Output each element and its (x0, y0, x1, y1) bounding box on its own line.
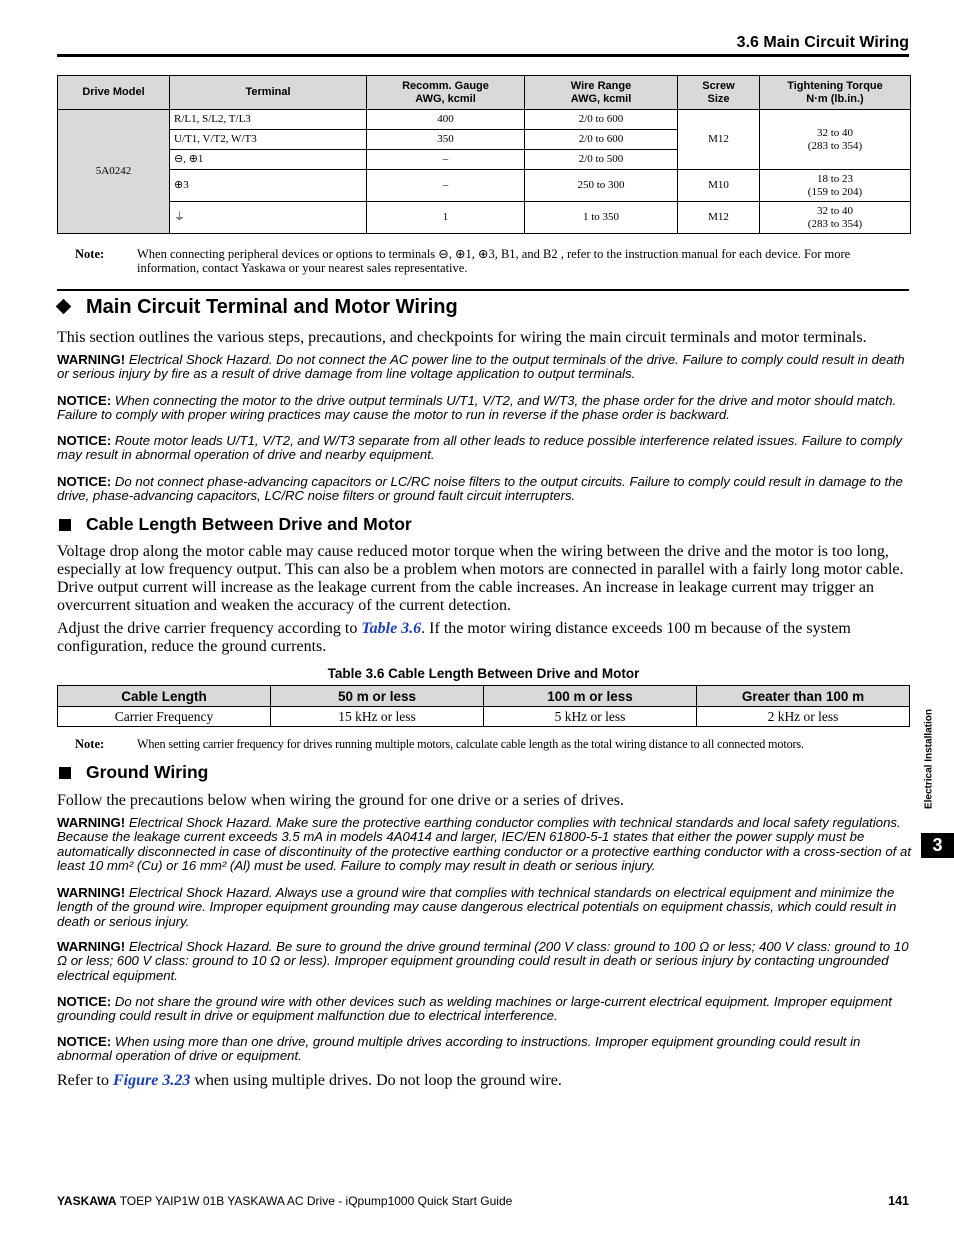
table-cell: 15 kHz or less (271, 707, 484, 727)
notice-block (57, 434, 912, 463)
square-bullet-icon (59, 767, 71, 779)
col-tightening-torque: Tightening Torque N·m (lb.in.) (760, 76, 911, 110)
row-label: Carrier Frequency (58, 707, 271, 727)
notice-label: WARNING! (57, 352, 126, 367)
chapter-number-tab: 3 (921, 833, 954, 858)
range-cell: 250 to 300 (525, 170, 678, 202)
col-100m: 100 m or less (484, 686, 697, 707)
gauge-cell: – (367, 170, 525, 202)
table-row (58, 202, 911, 234)
section-rule (57, 289, 909, 291)
torque-cell: 32 to 40 (283 to 354) (760, 202, 911, 234)
refer-paragraph (57, 1072, 910, 1090)
col-screw-size: Screw Size (678, 76, 760, 110)
notice-text: Do not share the ground wire with other devices such as welding machines or large-current electrical equipment. Improper equipment grounding could result in drive or equipment malfunction due to electrical interference. (57, 994, 892, 1024)
chapter-side-tab (920, 700, 938, 818)
note-text: When connecting peripheral devices or options to terminals ⊖, ⊕1, ⊕3, B1, and B2 , refer to the instruction manual for each device. For more information, contact Yaskawa or your nearest sales representative. (137, 247, 851, 275)
notice-label: NOTICE: (57, 474, 112, 489)
range-cell: 2/0 to 500 (525, 150, 678, 170)
table-cell: 2 kHz or less (697, 707, 910, 727)
col-recomm-gauge: Recomm. Gauge AWG, kcmil (367, 76, 525, 110)
col-50m: 50 m or less (271, 686, 484, 707)
ground-section-title: Ground Wiring (86, 762, 209, 782)
notice-block (57, 886, 912, 929)
screw-cell: M12 (678, 110, 760, 170)
notice-block (57, 475, 912, 504)
range-cell: 2/0 to 600 (525, 130, 678, 150)
ground-intro: Follow the precautions below when wiring the ground for one drive or a series of drives. (57, 792, 624, 809)
footer-text: TOEP YAIP1W 01B YASKAWA AC Drive - iQpump1000 Quick Start Guide (116, 1194, 513, 1208)
header-rule (57, 54, 909, 57)
ground-terminal-icon: ⏚ (174, 211, 185, 223)
table-row (58, 707, 910, 727)
notice-label: NOTICE: (57, 1034, 112, 1049)
table-header-row (58, 686, 910, 707)
note-label: Note: (75, 247, 105, 261)
table-header-row (58, 76, 911, 110)
figure-3-23-link[interactable]: Figure 3.23 (112, 1072, 191, 1089)
torque-cell: 32 to 40 (283 to 354) (760, 110, 911, 170)
table-caption: Table 3.6 Cable Length Between Drive and Motor (327, 666, 640, 681)
notice-text: Route motor leads U/T1, V/T2, and W/T3 separate from all other leads to reduce possible interference related issues. Failure to comply may result in abnormal operation of drive and nearby equipment. (57, 433, 903, 463)
notice-text: Electrical Shock Hazard. Do not connect the AC power line to the output terminals of the drive. Failure to comply could result in death or serious injury by fire as a result of drive damage from line voltage application to output terminals. (57, 352, 905, 382)
notice-text: Electrical Shock Hazard. Always use a ground wire that complies with technical standards on electrical equipment and minimize the length of the ground wire. Improper equipment grounding may cause dangerous electrical potentials on equipment chassis, which could result in death or serious injury. (57, 885, 897, 929)
notice-text: Electrical Shock Hazard. Make sure the protective earthing conductor complies with technical standards and local safety regulations. Because the leakage current exceeds 3.5 mA in models 4A0414 and larger, IEC/EN 61800-5-1 states that either the power supply must be automatically disconnected in case of discontinuity of the protective earthing conductor or a protective earthing conductor with a cross-section of at least 10 mm² (Cu) or 16 mm² (Al) must be used. Failure to comply may result in death or serious injury. (57, 815, 911, 873)
notice-text: Electrical Shock Hazard. Be sure to ground the drive ground terminal (200 V class: ground to 100 Ω or less; 400 V class: ground to 10 Ω or less; 600 V class: ground to 10 Ω or less). Improper equipment grounding could result in death or serious injury by contacting ungrounded electrical equipment. (57, 939, 909, 983)
cable-paragraph: Voltage drop along the motor cable may cause reduced motor torque when the wiring between the drive and the motor is too long, especially at low frequency output. This can also be a problem when motors are connected in parallel with a fairly long motor cable. Drive output current will increase as the leakage current from the cable increases. An increase in leakage current may trigger an overcurrent situation and weaken the accuracy of the current detection. (57, 543, 904, 614)
gauge-cell: 400 (367, 110, 525, 130)
col-over-100m: Greater than 100 m (697, 686, 910, 707)
footer (57, 1194, 512, 1208)
section-title: Main Circuit Terminal and Motor Wiring (86, 296, 458, 318)
table-row (58, 170, 911, 202)
table-3-6-link[interactable]: Table 3.6 (361, 620, 422, 637)
gauge-cell: 350 (367, 130, 525, 150)
notice-label: NOTICE: (57, 393, 112, 408)
notice-label: WARNING! (57, 815, 126, 830)
range-cell: 2/0 to 600 (525, 110, 678, 130)
square-bullet-icon (59, 519, 71, 531)
notice-block (57, 816, 912, 873)
screw-cell: M10 (678, 170, 760, 202)
page-number: 141 (888, 1194, 909, 1208)
drive-model-cell: 5A0242 (58, 110, 170, 234)
gauge-cell: 1 (367, 202, 525, 234)
table-cell: 5 kHz or less (484, 707, 697, 727)
notice-label: NOTICE: (57, 994, 112, 1009)
notice-label: WARNING! (57, 939, 126, 954)
chapter-tab-label: Electrical Installation (923, 708, 935, 810)
terminal-cell: R/L1, S/L2, T/L3 (170, 110, 367, 130)
para-text: . If the motor wiring distance exceeds 100 m because of the system configuration, reduce the ground currents. (57, 620, 851, 655)
terminal-cell: ⊕3 (170, 170, 367, 202)
table-row (58, 110, 911, 130)
col-terminal: Terminal (170, 76, 367, 110)
diamond-bullet-icon (56, 299, 72, 315)
cable-section-title: Cable Length Between Drive and Motor (86, 514, 412, 534)
wire-gauge-table (57, 75, 911, 234)
col-drive-model: Drive Model (58, 76, 170, 110)
para-text: when using multiple drives. Do not loop the ground wire. (190, 1072, 562, 1089)
torque-cell: 18 to 23 (159 to 204) (760, 170, 911, 202)
notice-label: WARNING! (57, 885, 126, 900)
range-cell: 1 to 350 (525, 202, 678, 234)
gauge-cell: – (367, 150, 525, 170)
footer-brand: YASKAWA (57, 1194, 117, 1208)
section-intro: This section outlines the various steps, precautions, and checkpoints for wiring the main circuit terminals and motor terminals. (57, 329, 867, 346)
notice-block (57, 1035, 912, 1064)
section-header-title: 3.6 Main Circuit Wiring (736, 34, 909, 51)
terminal-cell (170, 202, 367, 234)
note-text: When setting carrier frequency for drives running multiple motors, calculate cable length as the total wiring distance to all connected motors. (137, 737, 804, 751)
notice-text: When connecting the motor to the drive output terminals U/T1, V/T2, and W/T3, the phase order for the drive and motor should match. Failure to comply with proper wiring practices may cause the motor to run in reverse if the phase order is backward. (57, 393, 897, 423)
screw-cell: M12 (678, 202, 760, 234)
notice-text: Do not connect phase-advancing capacitors or LC/RC noise filters to the output circuits. Failure to comply could result in damage to the drive, phase-advancing capacitors, LC/RC noise filters or ground fault circuit interrupters. (57, 474, 903, 504)
notice-block (57, 940, 912, 983)
cable-length-table (57, 685, 910, 727)
terminal-cell: U/T1, V/T2, W/T3 (170, 130, 367, 150)
notice-text: When using more than one drive, ground multiple drives according to instructions. Improper equipment grounding could result in abnormal operation of drive or equipment. (57, 1034, 861, 1064)
para-text: Refer to (57, 1072, 113, 1089)
notice-block (57, 353, 912, 382)
notice-label: NOTICE: (57, 433, 112, 448)
notice-block (57, 394, 912, 423)
para-text: Adjust the drive carrier frequency according to (57, 620, 362, 637)
col-wire-range: Wire Range AWG, kcmil (525, 76, 678, 110)
note-label: Note: (75, 737, 105, 751)
col-cable-length: Cable Length (58, 686, 271, 707)
notice-block (57, 995, 912, 1024)
cable-paragraph-2 (57, 620, 910, 656)
terminal-cell: ⊖, ⊕1 (170, 150, 367, 170)
